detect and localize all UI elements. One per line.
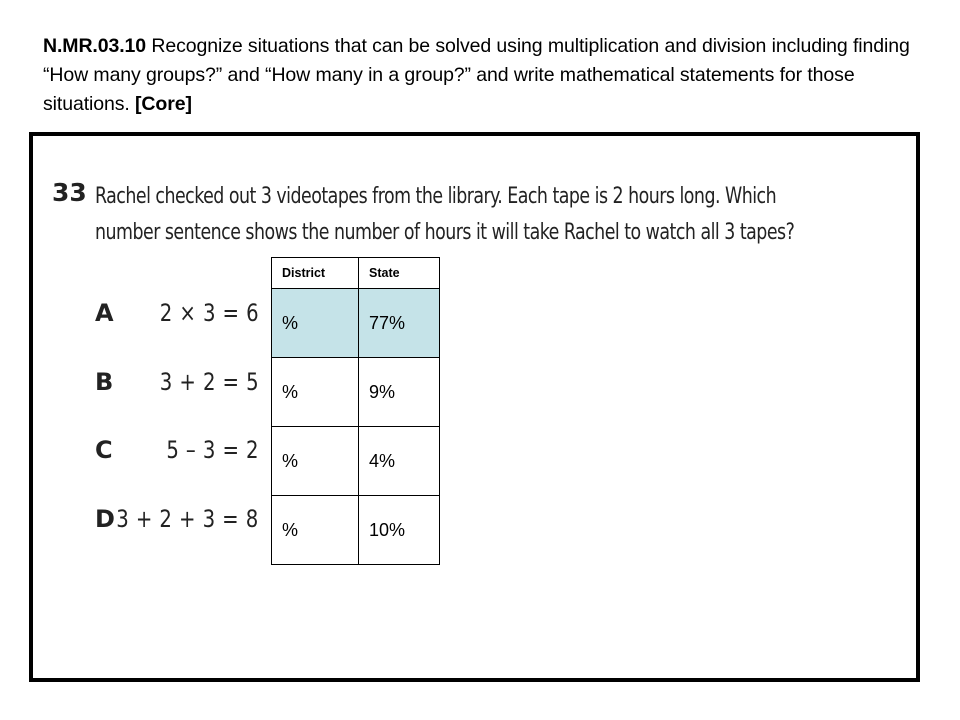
district-value: % xyxy=(272,427,359,496)
state-value: 4% xyxy=(359,427,440,496)
header-district: District xyxy=(272,258,359,289)
table-row xyxy=(272,358,440,427)
state-value: 10% xyxy=(359,496,440,565)
question-line-1: Rachel checked out 3 videotapes from the library. Each tape is 2 hours long. Which xyxy=(95,183,777,209)
option-d-expression: 3 + 2 + 3 = 8 xyxy=(116,505,259,533)
district-value: % xyxy=(272,496,359,565)
option-c-expression: 5 – 3 = 2 xyxy=(166,436,259,464)
standard-description xyxy=(43,32,923,119)
state-value: 9% xyxy=(359,358,440,427)
district-value: % xyxy=(272,289,359,358)
district-value: % xyxy=(272,358,359,427)
results-table xyxy=(271,257,440,565)
option-a-expression: 2 × 3 = 6 xyxy=(159,299,259,327)
option-b-expression: 3 + 2 = 5 xyxy=(159,368,259,396)
table-row xyxy=(272,496,440,565)
header-state: State xyxy=(359,258,440,289)
standard-tag: [Core] xyxy=(135,93,192,115)
table-row xyxy=(272,289,440,358)
option-c-letter: C xyxy=(95,436,113,464)
option-d-letter: D xyxy=(95,505,115,533)
option-b-letter: B xyxy=(95,368,114,396)
question-number: 33 xyxy=(52,178,87,207)
question-panel xyxy=(29,132,920,682)
table-header-row xyxy=(272,258,440,289)
option-a-letter: A xyxy=(95,299,114,327)
standard-text: Recognize situations that can be solved using multiplication and division including finding “How many groups?” and “How many in a group?” and write mathematical statements for those situations. xyxy=(43,35,910,115)
standard-code: N.MR.03.10 xyxy=(43,35,147,57)
question-line-2: number sentence shows the number of hours it will take Rachel to watch all 3 tapes? xyxy=(95,219,795,245)
table-row xyxy=(272,427,440,496)
question-text xyxy=(95,178,800,250)
state-value: 77% xyxy=(359,289,440,358)
